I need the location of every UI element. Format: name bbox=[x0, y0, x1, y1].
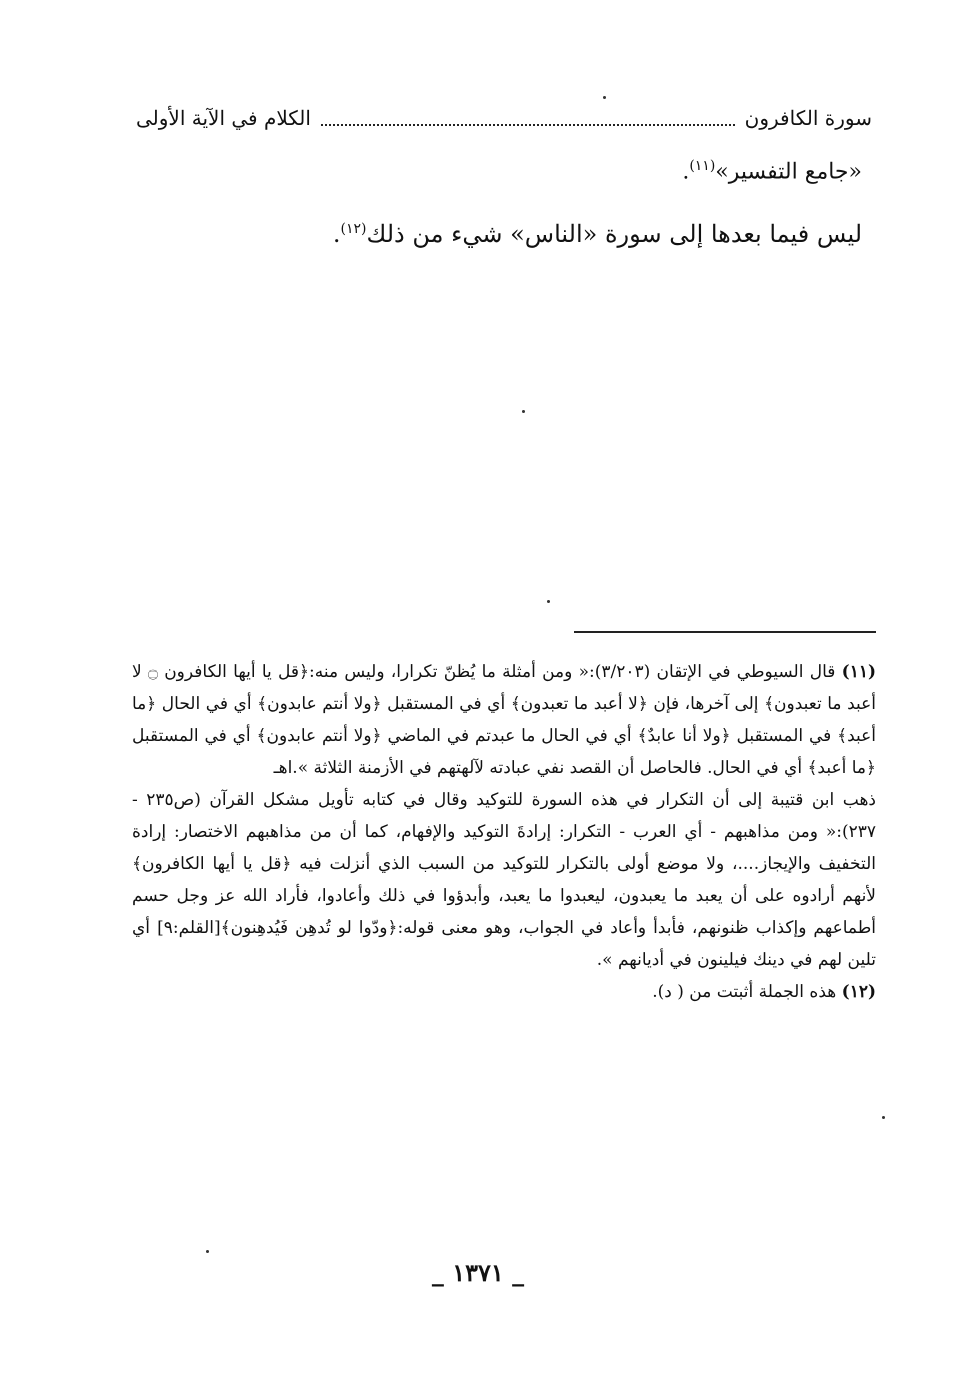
body-line-2 bbox=[140, 220, 862, 248]
body-line-1-end: . bbox=[682, 159, 690, 185]
scan-speck bbox=[522, 410, 525, 413]
footnote-11-number: (١١) bbox=[841, 662, 876, 682]
footnote-11-text: قال السيوطي في الإتقان (٣/٢٠٣):« ومن أمثلة ما يُظنّ تكرارا، وليس منه:﴿قل يا أيها الكافرون ۝ لا أعبد ما تعبدون﴾ إلى آخرها، فإن ﴿لا أعبد ما تعبدون﴾ أي في المستقبل ﴿ولا أنتم عابدون﴾ أي في الحال ﴿ما أعبد﴾ في المستقبل ﴿ولا أنا عابدٌ﴾ أي في الحال ما عبدتم في الماضي ﴿ولا أنتم عابدون﴾ أي في المستقبل ﴿ما أعبد﴾ أي في الحال. فالحاصل أن القصد نفي عبادته لآلهتهم في الأزمنة الثلاثة ».اهـ bbox=[132, 662, 876, 778]
body-line-1-text: «جامع التفسير» bbox=[715, 159, 862, 185]
body-line-2-text: ليس فيما بعدها إلى سورة «الناس» شيء من ذلك bbox=[366, 220, 862, 248]
header-section: الكلام في الآية الأولى bbox=[136, 106, 311, 130]
footnote-12-text: هذه الجملة أثبتت من ( د). bbox=[652, 982, 837, 1002]
footnotes bbox=[132, 656, 876, 1008]
footnote-separator bbox=[574, 631, 876, 633]
footnote-12-number: (١٢) bbox=[841, 982, 876, 1002]
footnote-11 bbox=[132, 656, 876, 784]
header-dot-leader bbox=[321, 123, 735, 126]
scan-speck bbox=[206, 1250, 209, 1253]
scan-speck bbox=[882, 1116, 885, 1119]
footnote-ref-11[interactable]: (١١) bbox=[689, 158, 716, 174]
footnote-ref-12[interactable]: (١٢) bbox=[340, 221, 367, 237]
body-line-2-end: . bbox=[332, 220, 341, 248]
body-line-1 bbox=[140, 158, 862, 184]
scan-speck bbox=[603, 96, 606, 99]
footnote-12 bbox=[132, 976, 876, 1008]
footnote-11-continuation: ذهب ابن قتيبة إلى أن التكرار في هذه السورة للتوكيد وقال في كتابه تأويل مشكل القرآن (ص٢٣٥ - ٢٣٧):« ومن مذاهبهم - أي العرب - التكرار: إرادةَ التوكيد والإفهام، كما أن من مذاهبهم الاختصار: إرادة التخفيف والإيجاز....، ولا موضع أولى بالتكرار للتوكيد من السبب الذي أنزلت فيه ﴿قل يا أيها الكافرون﴾ لأنهم أرادوه على أن يعبد ما يعبدون، ليعبدوا ما يعبد، وأبدؤوا في ذلك وأعادوا، فأراد الله عز وجل حسم أطماعهم وإكذاب ظنونهم، فأبدأ وأعاد في الجواب، وهو معنى قوله:﴿ودّوا لو تُدهِن فَيُدهِنون﴾[القلم:٩] أي تلين لهم في دينك فيلينون في أديانهم ». bbox=[132, 790, 876, 970]
scan-speck bbox=[547, 600, 550, 603]
running-header bbox=[136, 100, 872, 136]
header-surah: سورة الكافرون bbox=[744, 106, 872, 130]
page-number: _ ١٣٧١ _ bbox=[431, 1258, 525, 1287]
